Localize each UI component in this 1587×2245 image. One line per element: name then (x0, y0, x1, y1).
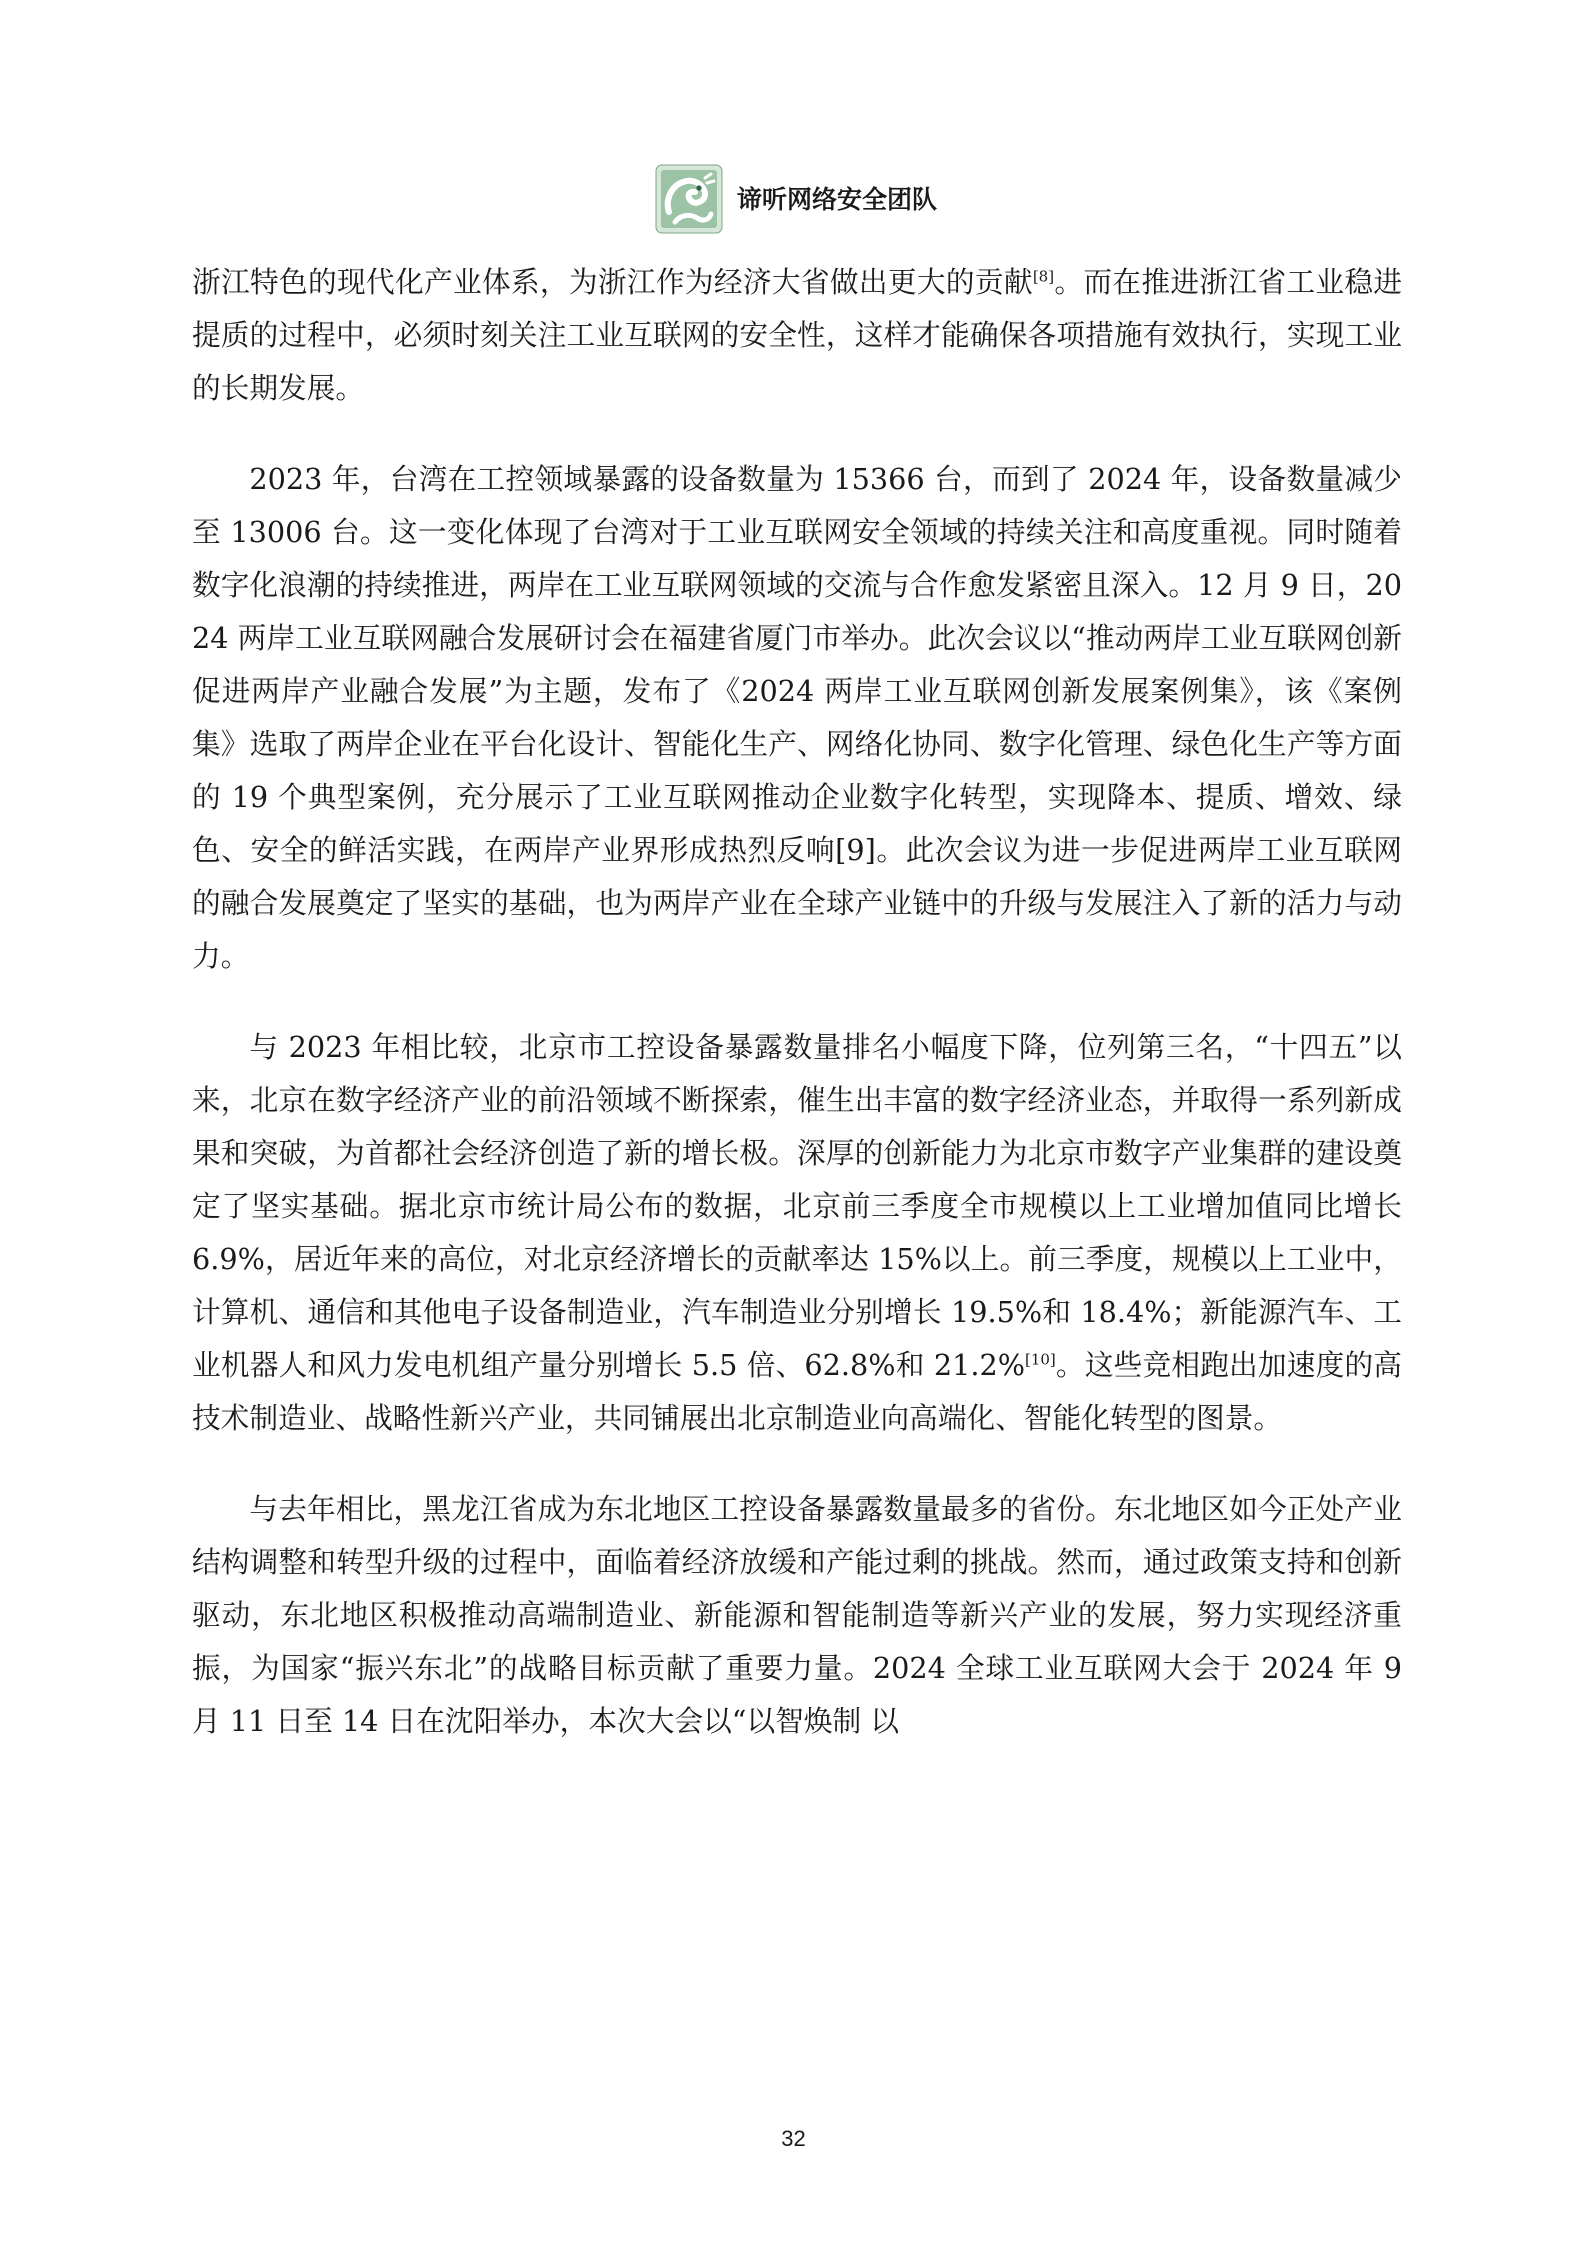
paragraph-zhejiang (192, 256, 1402, 415)
paragraph-heilongjiang (192, 1483, 1402, 1748)
dragon-seal-logo-icon (655, 164, 723, 234)
paragraph-beijing (192, 1021, 1402, 1445)
page-header (0, 150, 1587, 240)
reference-mark: [10] (1024, 1350, 1056, 1369)
paragraph-text: 与 2023 年相比较，北京市工控设备暴露数量排名小幅度下降，位列第三名，“十四五”以来，北京在数字经济产业的前沿领域不断探索，催生出丰富的数字经济业态，并取得一系列新成果和突破，为首都社会经济创造了新的增长极。深厚的创新能力为北京市数字产业集群的建设奠定了坚实基础。据北京市统计局公布的数据，北京前三季度全市规模以上工业增加值同比增长 6.9%，居近年来的高位，对北京经济增长的贡献率达 15%以上。前三季度，规模以上工业中，计算机、通信和其他电子设备制造业，汽车制造业分别增长 19.5%和 18.4%；新能源汽车、工业机器人和风力发电机组产量分别增长 5.5 倍、62.8%和 21.2% (192, 1030, 1402, 1382)
paragraph-text: 浙江特色的现代化产业体系，为浙江作为经济大省做出更大的贡献 (192, 265, 1033, 299)
paragraph-text: 。这些竞相跑出加速度的高技术制造业、战略性新兴产业，共同铺展出北京制造业向高端化、智能化转型的图景。 (192, 1348, 1402, 1435)
reference-mark: [8] (1032, 267, 1055, 286)
paragraph-text: 2023 年，台湾在工控领域暴露的设备数量为 15366 台，而到了 2024 年，设备数量减少至 13006 台。这一变化体现了台湾对于工业互联网安全领域的持续关注和高度重视。同时随着数字化浪潮的持续推进，两岸在工业互联网领域的交流与合作愈发紧密且深入。12 月 9 日，2024 两岸工业互联网融合发展研讨会在福建省厦门市举办。此次会议以“推动两岸工业互联网创新 促进两岸产业融合发展”为主题，发布了《2024 两岸工业互联网创新发展案例集》，该《案例集》选取了两岸企业在平台化设计、智能化生产、网络化协同、数字化管理、绿色化生产等方面的 19 个典型案例，充分展示了工业互联网推动企业数字化转型，实现降本、提质、增效、绿色、安全的鲜活实践，在两岸产业界形成热烈反响[9]。此次会议为进一步促进两岸工业互联网的融合发展奠定了坚实的基础，也为两岸产业在全球产业链中的升级与发展注入了新的活力与动力。 (192, 462, 1402, 973)
paragraph-text: 与去年相比，黑龙江省成为东北地区工控设备暴露数量最多的省份。东北地区如今正处产业结构调整和转型升级的过程中，面临着经济放缓和产能过剩的挑战。然而，通过政策支持和创新驱动，东北地区积极推动高端制造业、新能源和智能制造等新兴产业的发展，努力实现经济重振，为国家“振兴东北”的战略目标贡献了重要力量。2024 全球工业互联网大会于 2024 年 9 月 11 日至 14 日在沈阳举办，本次大会以“以智焕制 以 (192, 1492, 1402, 1738)
document-body (192, 256, 1402, 1786)
team-name: 谛听网络安全团队 (737, 185, 938, 214)
page-number: 32 (781, 2126, 806, 2151)
paragraph-text: 。而在推进浙江省工业稳进提质的过程中，必须时刻关注工业互联网的安全性，这样才能确保各项措施有效执行，实现工业的长期发展。 (192, 265, 1403, 405)
paragraph-taiwan (192, 453, 1402, 983)
